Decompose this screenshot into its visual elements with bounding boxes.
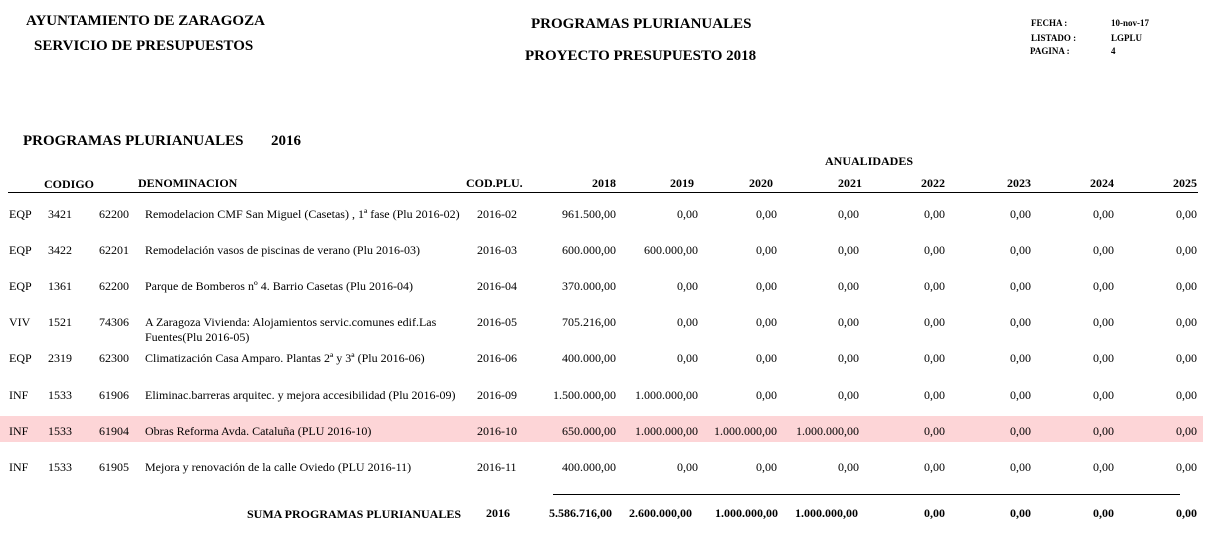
cell-area: EQP: [9, 351, 32, 365]
cell-value-2018: 705.216,00: [562, 315, 616, 329]
org-name: AYUNTAMIENTO DE ZARAGOZA: [26, 13, 265, 29]
cell-denominacion: Eliminac.barreras arquitec. y mejora accesibilidad (Plu 2016-09): [145, 388, 456, 402]
cell-denominacion: Obras Reforma Avda. Cataluña (PLU 2016-10): [145, 424, 372, 438]
cell-economica: 61906: [99, 388, 129, 402]
cell-value-2022: 0,00: [924, 388, 945, 402]
total-value-2025: 0,00: [1176, 506, 1197, 520]
cell-codplu: 2016-03: [477, 243, 517, 257]
table-row: [0, 271, 1223, 299]
col-codplu: COD.PLU.: [466, 176, 523, 190]
section-year: 2016: [271, 133, 301, 149]
cell-value-2025: 0,00: [1176, 460, 1197, 474]
table-row: [0, 343, 1223, 371]
cell-area: EQP: [9, 279, 32, 293]
table-row: [0, 235, 1223, 263]
cell-value-2021: 0,00: [838, 388, 859, 402]
cell-programa: 1533: [48, 388, 72, 402]
cell-economica: 62200: [99, 207, 129, 221]
cell-value-2022: 0,00: [924, 424, 945, 438]
cell-area: INF: [9, 424, 29, 438]
cell-value-2024: 0,00: [1093, 207, 1114, 221]
fecha-value: 10-nov-17: [1111, 18, 1149, 28]
cell-value-2021: 0,00: [838, 207, 859, 221]
col-codigo: CODIGO: [44, 177, 95, 191]
cell-value-2021: 0,00: [838, 243, 859, 257]
total-value-2023: 0,00: [1010, 506, 1031, 520]
table-row: [0, 416, 1203, 442]
cell-value-2020: 0,00: [756, 279, 777, 293]
cell-value-2019: 0,00: [677, 315, 698, 329]
cell-value-2024: 0,00: [1093, 388, 1114, 402]
cell-value-2023: 0,00: [1010, 207, 1031, 221]
report-title: PROGRAMAS PLURIANUALES: [531, 16, 752, 32]
cell-value-2022: 0,00: [924, 315, 945, 329]
col-year-2018: 2018: [592, 176, 616, 190]
cell-value-2018: 400.000,00: [562, 460, 616, 474]
table-row: [0, 199, 1223, 227]
cell-area: EQP: [9, 207, 32, 221]
total-value-2018: 5.586.716,00: [549, 506, 612, 520]
cell-denominacion: Parque de Bomberos nº 4. Barrio Casetas (Plu 2016-04): [145, 279, 414, 293]
total-year: 2016: [486, 506, 510, 520]
cell-codplu: 2016-09: [477, 388, 517, 402]
cell-programa: 3422: [48, 243, 72, 257]
cell-value-2023: 0,00: [1010, 351, 1031, 365]
header-rule: [8, 192, 1198, 193]
cell-value-2022: 0,00: [924, 207, 945, 221]
col-year-2024: 2024: [1090, 176, 1114, 190]
cell-value-2018: 600.000,00: [562, 243, 616, 257]
cell-value-2025: 0,00: [1176, 388, 1197, 402]
cell-value-2020: 1.000.000,00: [714, 424, 777, 438]
col-denominacion: DENOMINACION: [138, 176, 238, 190]
cell-programa: 1361: [48, 279, 72, 293]
cell-programa: 3421: [48, 207, 72, 221]
cell-area: EQP: [9, 243, 32, 257]
listado-label: LISTADO :: [1031, 33, 1077, 43]
cell-value-2023: 0,00: [1010, 279, 1031, 293]
cell-value-2020: 0,00: [756, 243, 777, 257]
cell-value-2018: 961.500,00: [562, 207, 616, 221]
cell-value-2019: 1.000.000,00: [635, 388, 698, 402]
cell-value-2025: 0,00: [1176, 243, 1197, 257]
cell-denominacion: Mejora y renovación de la calle Oviedo (PLU 2016-11): [145, 460, 412, 474]
cell-value-2023: 0,00: [1010, 424, 1031, 438]
cell-codplu: 2016-04: [477, 279, 517, 293]
cell-denominacion: Climatización Casa Amparo. Plantas 2ª y 3ª (Plu 2016-06): [145, 351, 425, 365]
cell-programa: 1521: [48, 315, 72, 329]
service-name: SERVICIO DE PRESUPUESTOS: [34, 38, 254, 54]
cell-codplu: 2016-02: [477, 207, 517, 221]
cell-value-2019: 0,00: [677, 279, 698, 293]
cell-economica: 61905: [99, 460, 129, 474]
cell-programa: 1533: [48, 424, 72, 438]
total-value-2021: 1.000.000,00: [795, 506, 858, 520]
cell-denominacion: A Zaragoza Vivienda: Alojamientos servic.comunes edif.Las: [145, 315, 437, 329]
cell-economica: 62201: [99, 243, 129, 257]
cell-economica: 62200: [99, 279, 129, 293]
col-year-2021: 2021: [838, 176, 862, 190]
cell-value-2025: 0,00: [1176, 279, 1197, 293]
cell-denominacion: Remodelacion CMF San Miguel (Casetas) , 1ª fase (Plu 2016-02): [145, 207, 460, 221]
cell-value-2021: 0,00: [838, 351, 859, 365]
cell-value-2020: 0,00: [756, 315, 777, 329]
cell-value-2019: 0,00: [677, 460, 698, 474]
cell-value-2018: 370.000,00: [562, 279, 616, 293]
pagina-value: 4: [1111, 46, 1116, 56]
col-year-2020: 2020: [749, 176, 773, 190]
cell-value-2023: 0,00: [1010, 315, 1031, 329]
cell-value-2021: 1.000.000,00: [796, 424, 859, 438]
table-row: [0, 380, 1223, 408]
cell-value-2021: 0,00: [838, 279, 859, 293]
cell-value-2024: 0,00: [1093, 315, 1114, 329]
total-rule: [553, 494, 1180, 495]
cell-value-2024: 0,00: [1093, 460, 1114, 474]
cell-value-2025: 0,00: [1176, 315, 1197, 329]
cell-value-2021: 0,00: [838, 460, 859, 474]
total-value-2022: 0,00: [924, 506, 945, 520]
table-row: [0, 452, 1223, 480]
total-value-2019: 2.600.000,00: [629, 506, 692, 520]
cell-value-2020: 0,00: [756, 351, 777, 365]
cell-value-2024: 0,00: [1093, 351, 1114, 365]
cell-economica: 74306: [99, 315, 129, 329]
fecha-label: FECHA :: [1031, 18, 1068, 28]
col-year-2019: 2019: [670, 176, 694, 190]
cell-value-2021: 0,00: [838, 315, 859, 329]
cell-value-2023: 0,00: [1010, 388, 1031, 402]
total-value-2024: 0,00: [1093, 506, 1114, 520]
cell-value-2018: 400.000,00: [562, 351, 616, 365]
total-label: SUMA PROGRAMAS PLURIANUALES: [247, 507, 462, 521]
cell-codplu: 2016-05: [477, 315, 517, 329]
cell-programa: 2319: [48, 351, 72, 365]
cell-programa: 1533: [48, 460, 72, 474]
cell-value-2024: 0,00: [1093, 424, 1114, 438]
col-year-2023: 2023: [1007, 176, 1031, 190]
cell-area: INF: [9, 460, 29, 474]
cell-value-2025: 0,00: [1176, 351, 1197, 365]
cell-value-2019: 0,00: [677, 351, 698, 365]
cell-codplu: 2016-10: [477, 424, 517, 438]
cell-value-2023: 0,00: [1010, 460, 1031, 474]
cell-area: INF: [9, 388, 29, 402]
cell-economica: 62300: [99, 351, 129, 365]
cell-value-2022: 0,00: [924, 279, 945, 293]
table-row: [0, 307, 1223, 344]
section-title: PROGRAMAS PLURIANUALES: [23, 133, 244, 149]
total-value-2020: 1.000.000,00: [715, 506, 778, 520]
cell-economica: 61904: [99, 424, 129, 438]
cell-value-2025: 0,00: [1176, 207, 1197, 221]
pagina-label: PAGINA :: [1030, 46, 1070, 56]
cell-value-2024: 0,00: [1093, 243, 1114, 257]
report-subtitle: PROYECTO PRESUPUESTO 2018: [525, 48, 757, 64]
cell-value-2019: 0,00: [677, 207, 698, 221]
listado-value: LGPLU: [1111, 33, 1143, 43]
cell-denominacion-cont: Fuentes(Plu 2016-05): [145, 330, 250, 344]
cell-value-2020: 0,00: [756, 460, 777, 474]
cell-denominacion: Remodelación vasos de piscinas de verano (Plu 2016-03): [145, 243, 420, 257]
cell-value-2022: 0,00: [924, 351, 945, 365]
cell-value-2024: 0,00: [1093, 279, 1114, 293]
cell-value-2019: 1.000.000,00: [635, 424, 698, 438]
cell-value-2022: 0,00: [924, 243, 945, 257]
cell-value-2020: 0,00: [756, 388, 777, 402]
cell-area: VIV: [9, 315, 31, 329]
cell-value-2018: 1.500.000,00: [553, 388, 616, 402]
cell-value-2020: 0,00: [756, 207, 777, 221]
cell-value-2023: 0,00: [1010, 243, 1031, 257]
cell-codplu: 2016-11: [477, 460, 517, 474]
col-year-2022: 2022: [921, 176, 945, 190]
cell-value-2018: 650.000,00: [562, 424, 616, 438]
cell-value-2025: 0,00: [1176, 424, 1197, 438]
cell-codplu: 2016-06: [477, 351, 517, 365]
col-year-2025: 2025: [1173, 176, 1197, 190]
cell-value-2022: 0,00: [924, 460, 945, 474]
cell-value-2019: 600.000,00: [644, 243, 698, 257]
anualidades-header: ANUALIDADES: [825, 154, 914, 168]
